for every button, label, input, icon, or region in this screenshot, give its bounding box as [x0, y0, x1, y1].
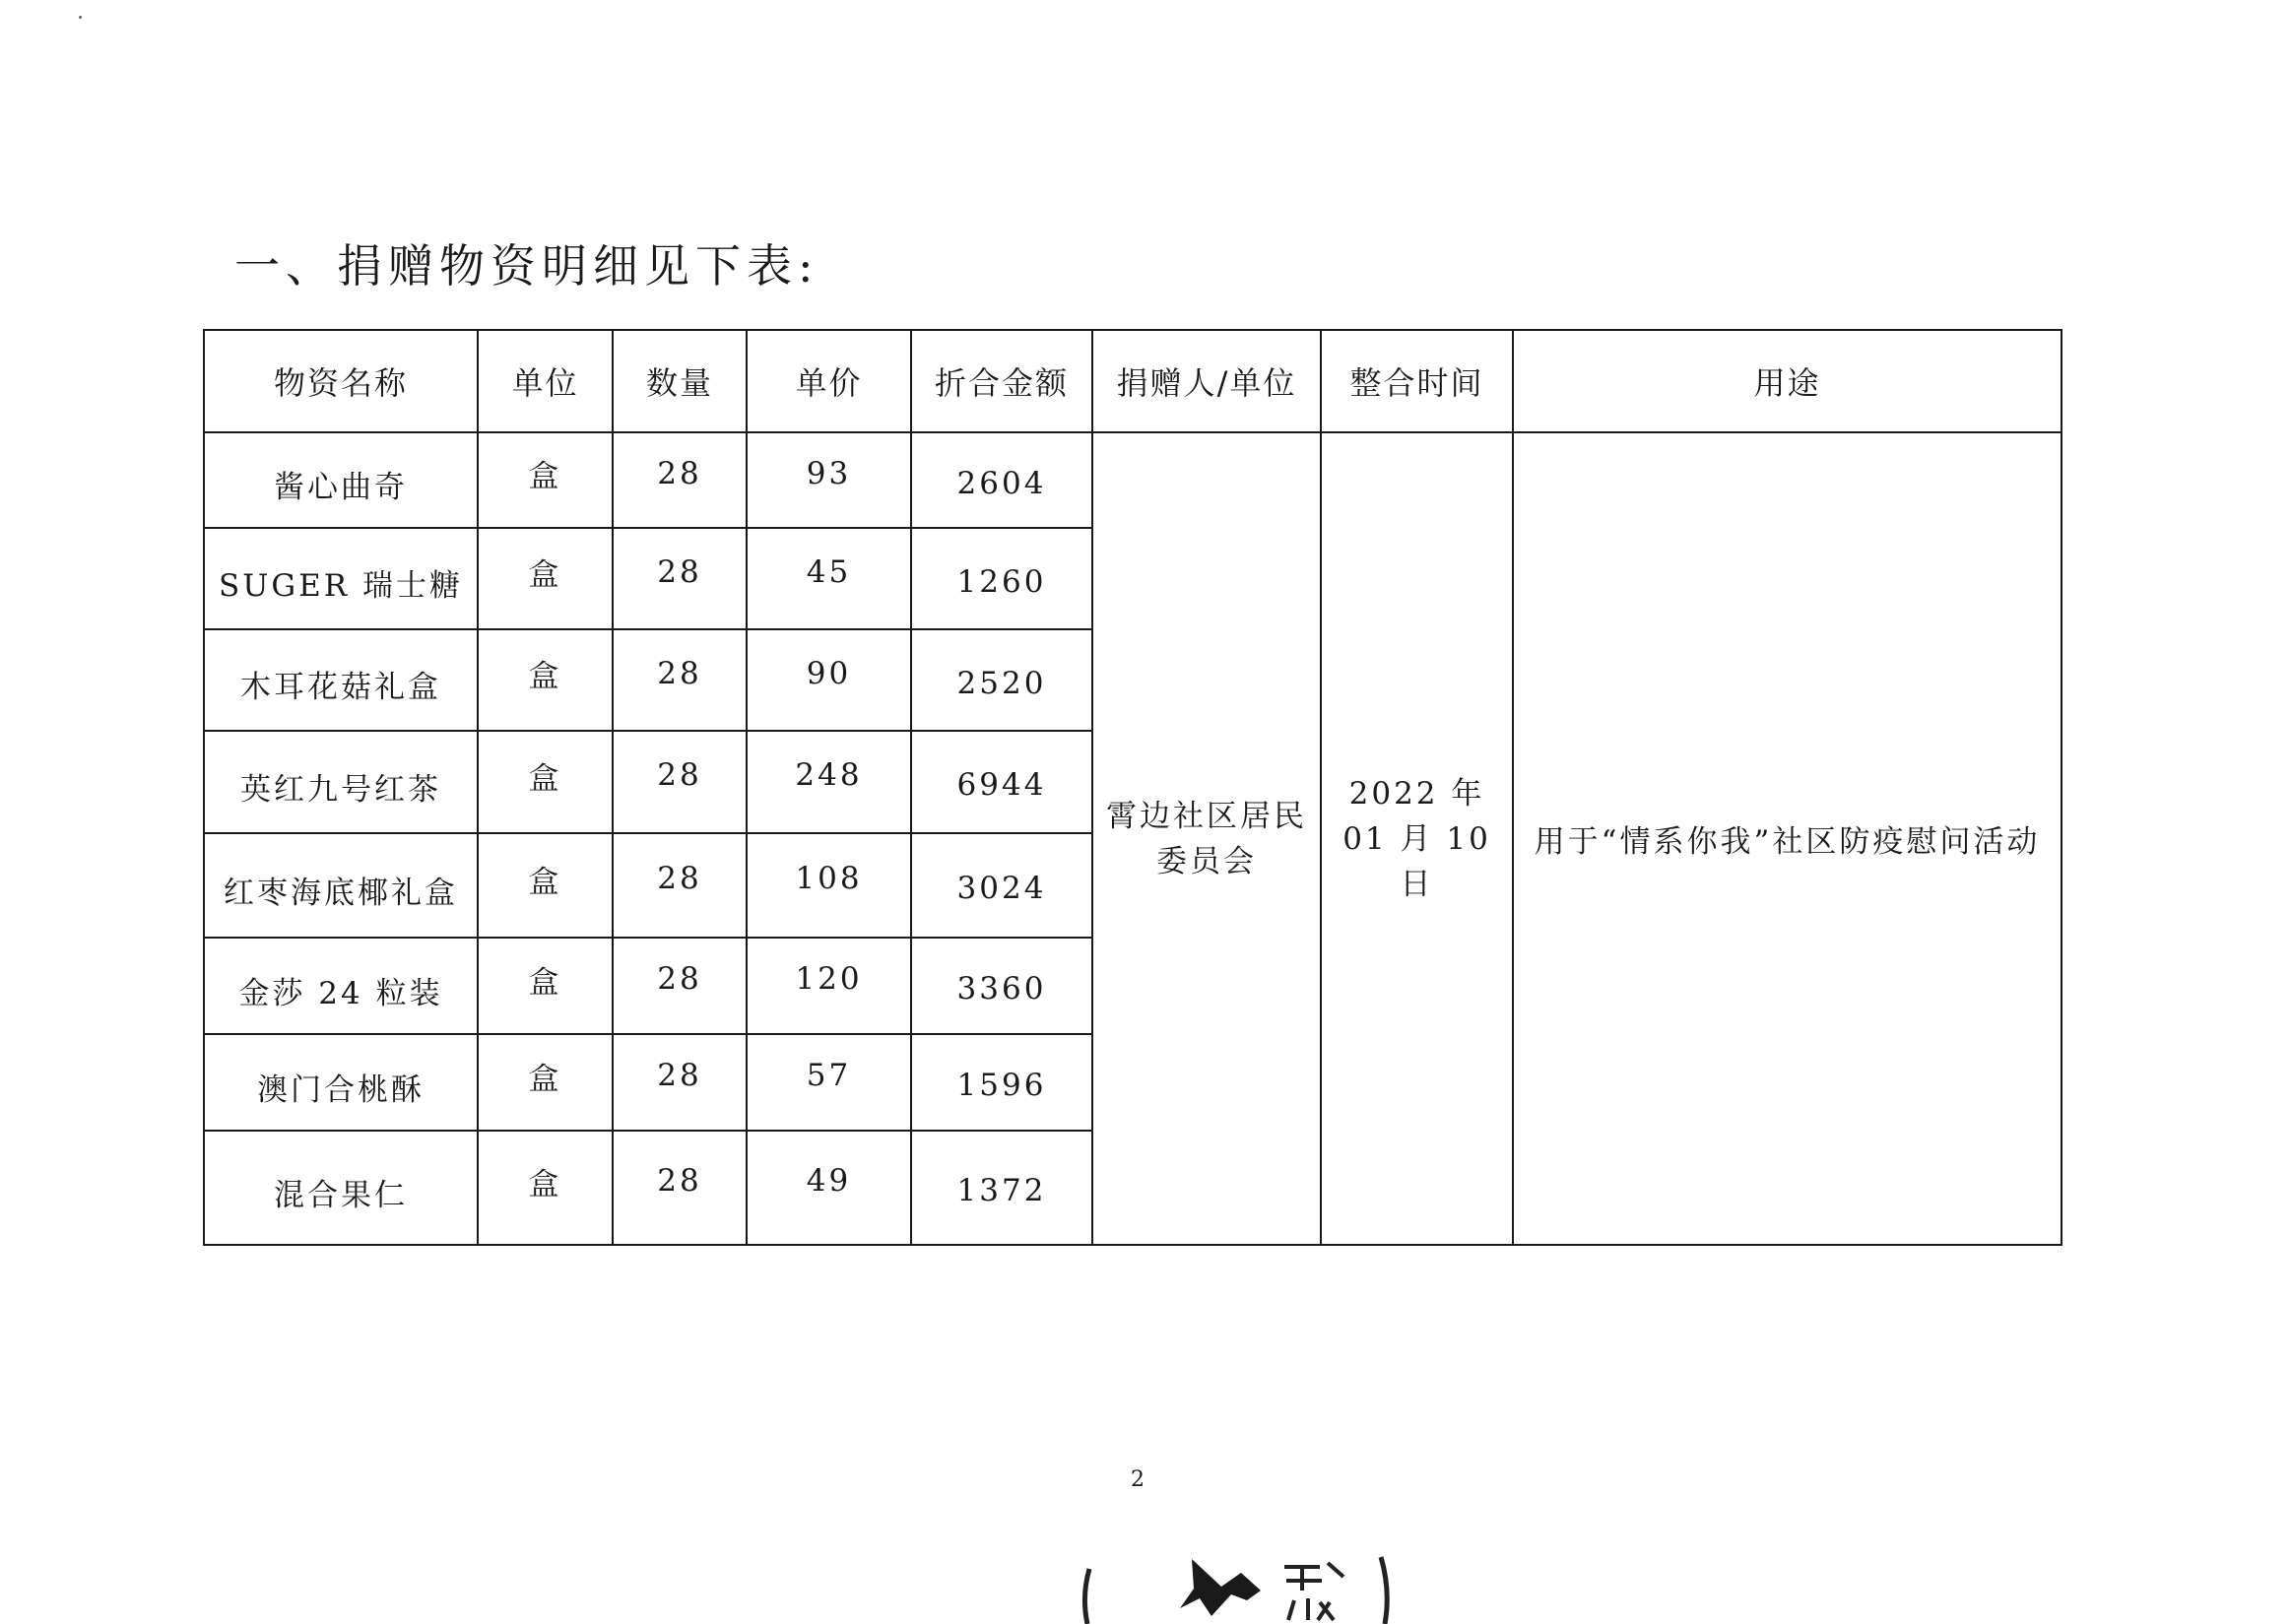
cell-unit: 盒	[478, 731, 613, 833]
cell-unit-price: 90	[747, 629, 911, 731]
cell-unit-price: 93	[747, 432, 911, 528]
cell-item-name: 澳门合桃酥	[204, 1034, 478, 1131]
cell-item-name: 红枣海底椰礼盒	[204, 833, 478, 938]
cell-quantity: 28	[613, 1034, 747, 1131]
cell-item-name: 混合果仁	[204, 1131, 478, 1245]
header-usage: 用途	[1513, 330, 2062, 432]
seal-stamp-fragment	[1074, 1551, 1408, 1624]
cell-quantity: 28	[613, 629, 747, 731]
cell-total-amount: 1260	[911, 528, 1092, 629]
cell-unit-price: 120	[747, 938, 911, 1034]
cell-unit: 盒	[478, 938, 613, 1034]
cell-unit-price: 248	[747, 731, 911, 833]
cell-total-amount: 2520	[911, 629, 1092, 731]
cell-total-amount: 1596	[911, 1034, 1092, 1131]
cell-unit: 盒	[478, 629, 613, 731]
header-total-amount: 折合金额	[911, 330, 1092, 432]
header-unit: 单位	[478, 330, 613, 432]
scan-speck	[79, 16, 82, 19]
donor-line-2: 委员会	[1156, 843, 1257, 879]
cell-usage: 用于“情系你我”社区防疫慰问活动	[1513, 432, 2062, 1245]
cell-unit: 盒	[478, 528, 613, 629]
cell-item-name: 木耳花菇礼盒	[204, 629, 478, 731]
cell-quantity: 28	[613, 1131, 747, 1245]
cell-quantity: 28	[613, 528, 747, 629]
header-item-name: 物资名称	[204, 330, 478, 432]
cell-unit: 盒	[478, 432, 613, 528]
cell-unit-price: 108	[747, 833, 911, 938]
cell-donor	[1092, 432, 1321, 1245]
section-heading: 一、捐赠物资明细见下表:	[234, 239, 819, 292]
cell-item-name: 英红九号红茶	[204, 731, 478, 833]
table-row	[204, 432, 2062, 528]
cell-unit-price: 45	[747, 528, 911, 629]
cell-item-name: 酱心曲奇	[204, 432, 478, 528]
cell-total-amount: 2604	[911, 432, 1092, 528]
cell-time	[1321, 432, 1513, 1245]
cell-unit-price: 57	[747, 1034, 911, 1131]
donation-table	[203, 329, 2062, 1246]
header-time: 整合时间	[1321, 330, 1513, 432]
cell-unit: 盒	[478, 1034, 613, 1131]
cell-quantity: 28	[613, 833, 747, 938]
time-line-1: 2022 年	[1348, 775, 1485, 812]
cell-unit: 盒	[478, 1131, 613, 1245]
cell-total-amount: 3024	[911, 833, 1092, 938]
cell-quantity: 28	[613, 731, 747, 833]
time-line-2: 01 月 10 日	[1342, 820, 1491, 902]
donor-line-1: 霄边社区居民	[1106, 798, 1307, 834]
cell-total-amount: 6944	[911, 731, 1092, 833]
header-donor: 捐赠人/单位	[1092, 330, 1321, 432]
cell-unit-price: 49	[747, 1131, 911, 1245]
cell-item-name: 金莎 24 粒装	[204, 938, 478, 1034]
cell-total-amount: 3360	[911, 938, 1092, 1034]
cell-quantity: 28	[613, 938, 747, 1034]
page-number: 2	[1131, 1467, 1145, 1492]
cell-quantity: 28	[613, 432, 747, 528]
cell-item-name: SUGER 瑞士糖	[204, 528, 478, 629]
cell-total-amount: 1372	[911, 1131, 1092, 1245]
header-unit-price: 单价	[747, 330, 911, 432]
header-quantity: 数量	[613, 330, 747, 432]
cell-unit: 盒	[478, 833, 613, 938]
table-header-row	[204, 330, 2062, 432]
